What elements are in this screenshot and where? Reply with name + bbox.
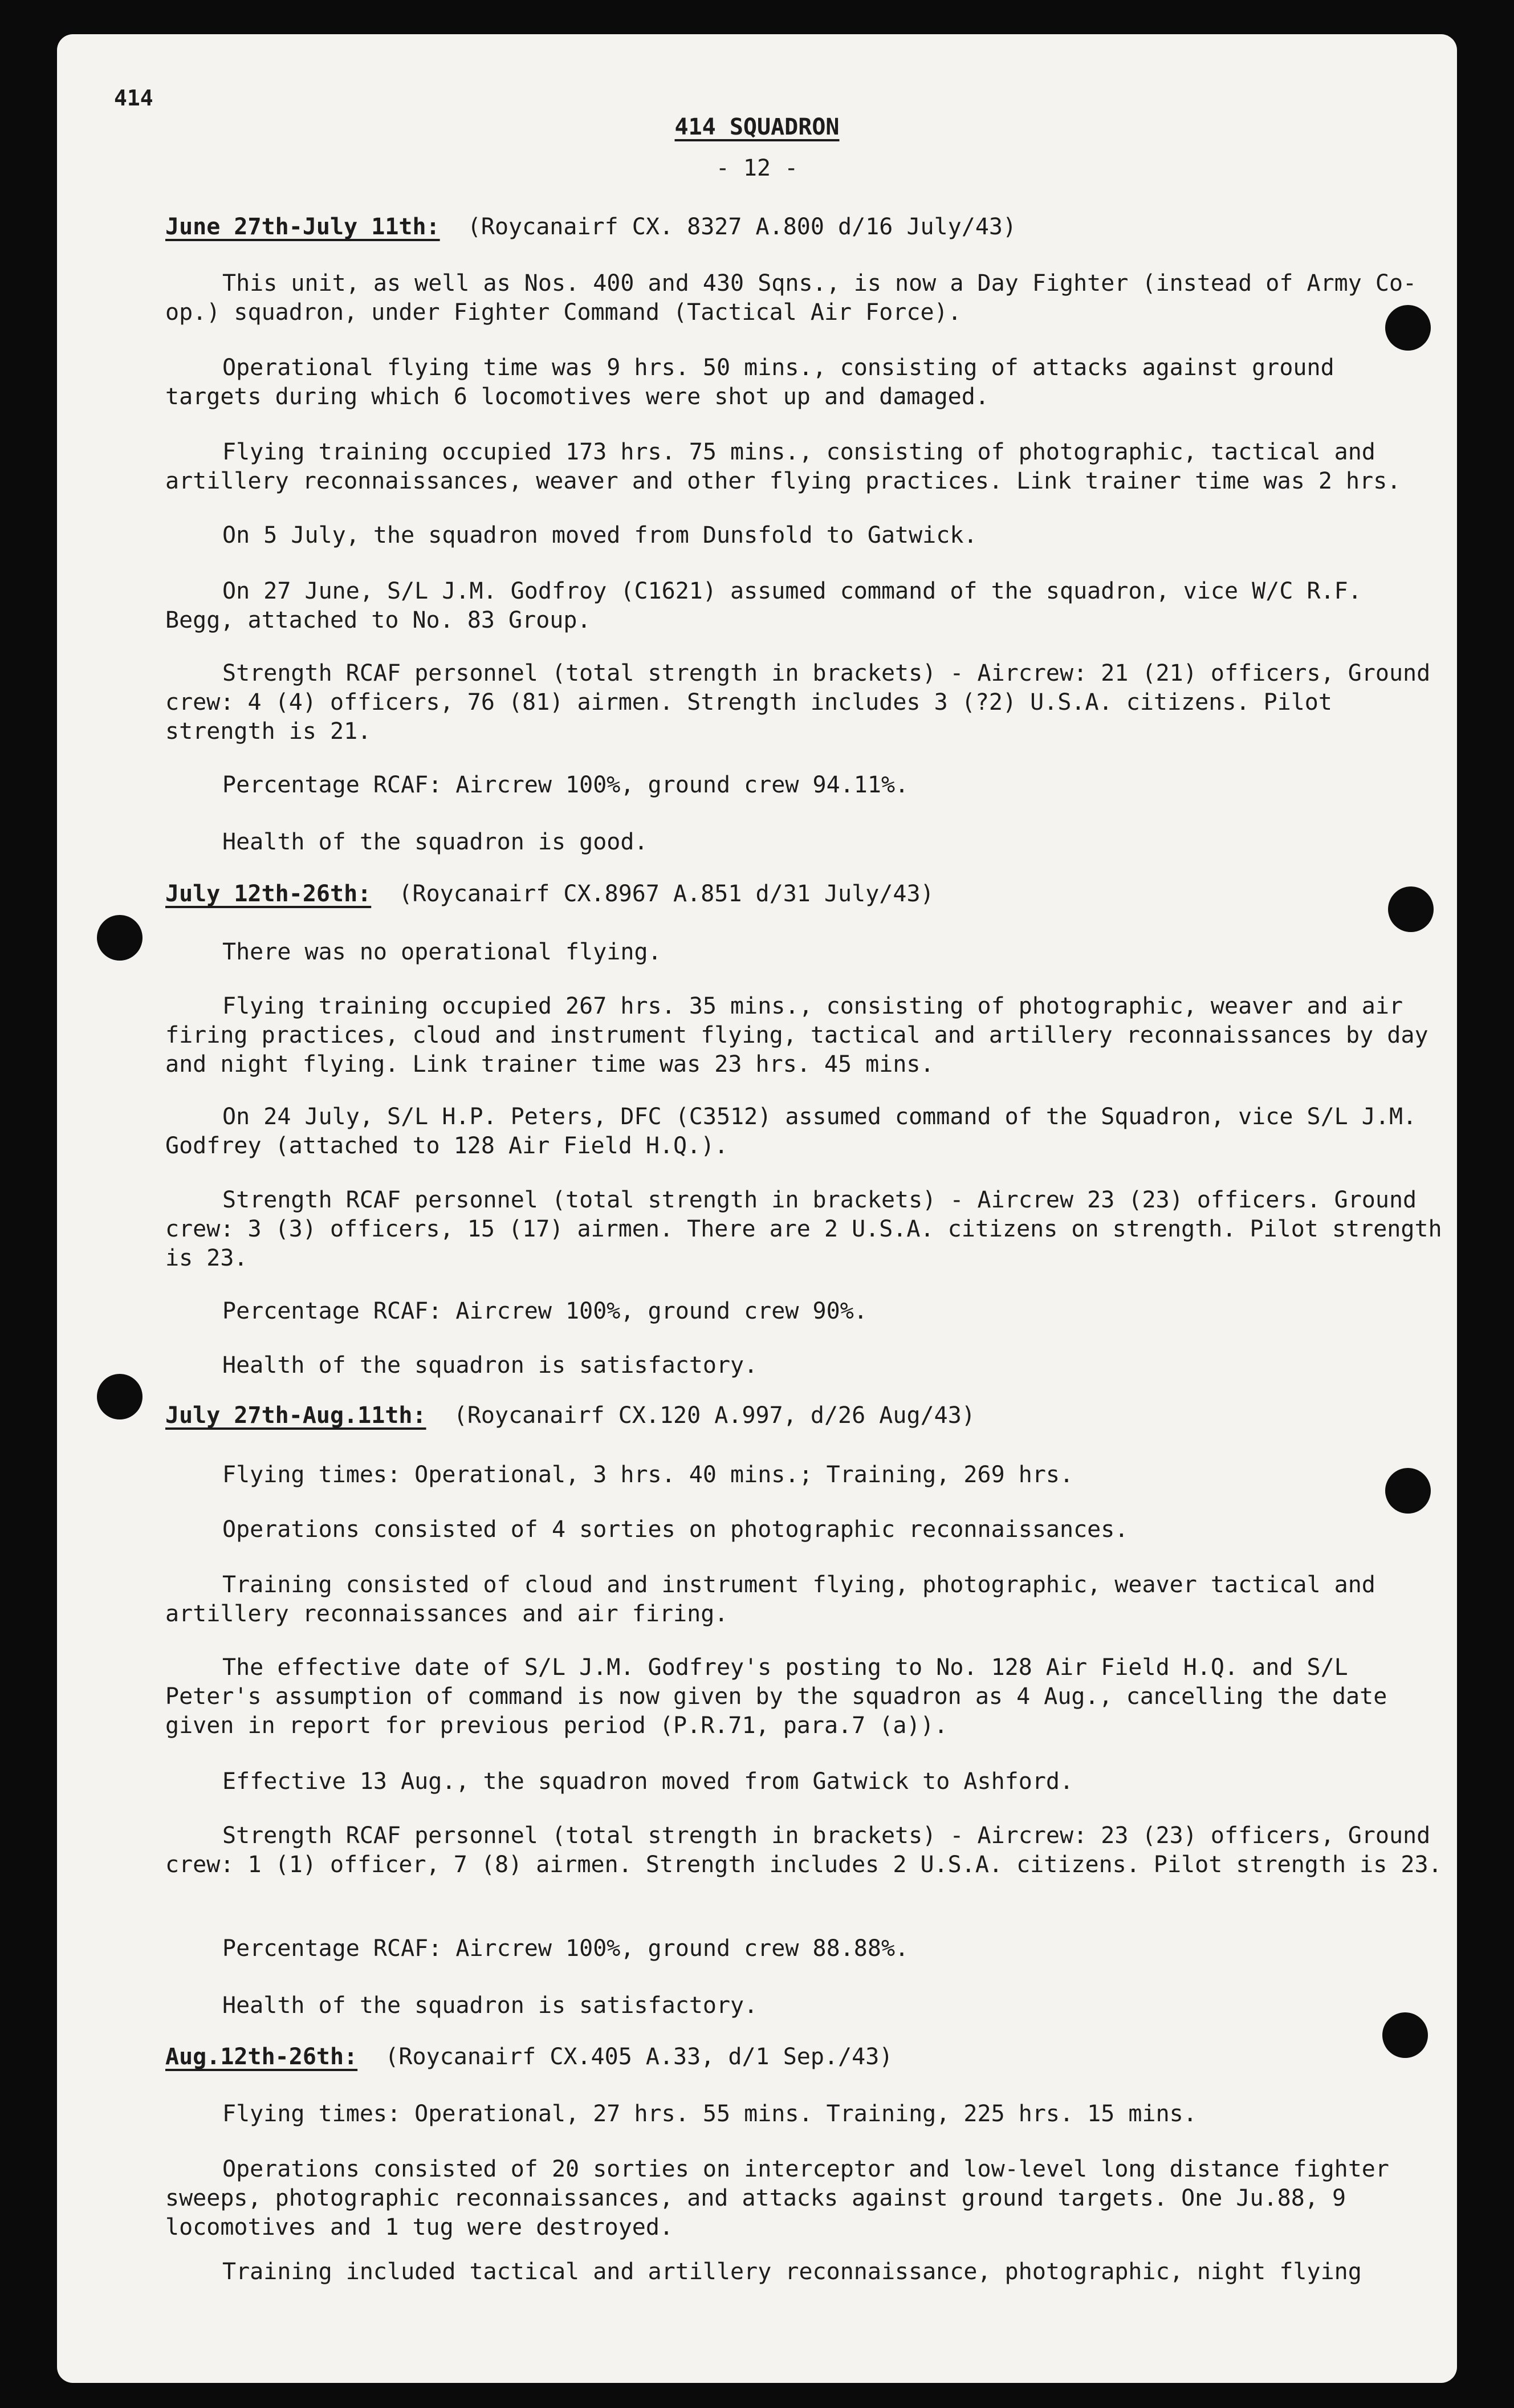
section-paragraph: Strength RCAF personnel (total strength in brackets) - Aircrew: 21 (21) officers, Ground crew: 4 (4) officers, 76 (81) airmen. Strength includes 3 (?2) U.S.A. citizens. Pilot strength is 21. xyxy=(165,660,1431,745)
section-paragraph: Effective 13 Aug., the squadron moved from Gatwick to Ashford. xyxy=(222,1768,1074,1795)
section-paragraph: Operational flying time was 9 hrs. 50 mins., consisting of attacks against ground targets during which 6 locomotives were shot up and damaged. xyxy=(165,355,1334,410)
section-paragraph: Operations consisted of 4 sorties on photographic reconnaissances. xyxy=(222,1516,1129,1543)
section-paragraph: The effective date of S/L J.M. Godfrey's posting to No. 128 Air Field H.Q. and S/L Peter's assumption of command is now given by the squadron as 4 Aug., cancelling the date given in report for previous period (P.R.71, para.7 (a)). xyxy=(165,1654,1387,1739)
section-reference: (Roycanairf CX.8967 A.851 d/31 July/43) xyxy=(398,881,934,907)
section-heading: Aug.12th-26th: xyxy=(165,2044,358,2070)
section-header xyxy=(165,1402,975,1429)
section-paragraph: Health of the squadron is good. xyxy=(222,829,648,855)
section-reference: (Roycanairf CX.120 A.997, d/26 Aug/43) xyxy=(453,1402,975,1429)
section-header xyxy=(165,881,934,907)
punch-hole xyxy=(97,1374,143,1419)
section-paragraph: On 24 July, S/L H.P. Peters, DFC (C3512) assumed command of the Squadron, vice S/L J.M. Godfrey (attached to 128 Air Field H.Q.). xyxy=(165,1104,1417,1159)
section-heading: June 27th-July 11th: xyxy=(165,214,440,240)
punch-hole xyxy=(97,915,143,961)
section-paragraph: Percentage RCAF: Aircrew 100%, ground crew 88.88%. xyxy=(222,1935,909,1962)
section-paragraph: Percentage RCAF: Aircrew 100%, ground crew 90%. xyxy=(222,1298,868,1324)
page-subtitle: - 12 - xyxy=(715,155,799,181)
section-paragraph: There was no operational flying. xyxy=(222,939,662,965)
section-paragraph: Training included tactical and artillery reconnaissance, photographic, night flying xyxy=(222,2259,1362,2285)
section-heading: July 27th-Aug.11th: xyxy=(165,1402,426,1429)
section-paragraph: Flying training occupied 173 hrs. 75 mins., consisting of photographic, tactical and artillery reconnaissances, weaver and other flying practices. Link trainer time was 2 hrs. xyxy=(165,439,1401,494)
section-paragraph: Health of the squadron is satisfactory. xyxy=(222,1992,758,2019)
punch-hole xyxy=(1388,886,1434,932)
section-paragraph: Flying times: Operational, 27 hrs. 55 mins. Training, 225 hrs. 15 mins. xyxy=(222,2101,1197,2127)
section-paragraph: Strength RCAF personnel (total strength in brackets) - Aircrew 23 (23) officers. Ground crew: 3 (3) officers, 15 (17) airmen. There are 2 U.S.A. citizens on strength. Pilot strength is 23. xyxy=(165,1187,1442,1271)
section-heading: July 12th-26th: xyxy=(165,881,372,907)
section-paragraph: Training consisted of cloud and instrument flying, photographic, weaver tactical and artillery reconnaissances and air firing. xyxy=(165,1572,1375,1627)
section-paragraph: On 5 July, the squadron moved from Dunsfold to Gatwick. xyxy=(222,522,978,548)
section-paragraph: Flying training occupied 267 hrs. 35 mins., consisting of photographic, weaver and air firing practices, cloud and instrument flying, tactical and artillery reconnaissances by day and night flying. Link trainer time was 23 hrs. 45 mins. xyxy=(165,993,1428,1077)
section-paragraph: Strength RCAF personnel (total strength in brackets) - Aircrew: 23 (23) officers, Ground crew: 1 (1) officer, 7 (8) airmen. Strength includes 2 U.S.A. citizens. Pilot strength is 23. xyxy=(165,1823,1442,1878)
section-reference: (Roycanairf CX. 8327 A.800 d/16 July/43) xyxy=(467,214,1017,240)
section-reference: (Roycanairf CX.405 A.33, d/1 Sep./43) xyxy=(385,2044,893,2070)
page-number: 414 xyxy=(114,86,153,111)
section-paragraph: On 27 June, S/L J.M. Godfroy (C1621) assumed command of the squadron, vice W/C R.F. Begg, attached to No. 83 Group. xyxy=(165,578,1362,633)
section-paragraph: Health of the squadron is satisfactory. xyxy=(222,1352,758,1378)
section-header xyxy=(165,214,1016,240)
section-paragraph: Operations consisted of 20 sorties on interceptor and low-level long distance fighter sweeps, photographic reconnaissances, and attacks against ground targets. One Ju.88, 9 locomotives and 1 tug were destroyed. xyxy=(165,2156,1389,2240)
section-paragraph: Percentage RCAF: Aircrew 100%, ground crew 94.11%. xyxy=(222,772,909,798)
section-paragraph: Flying times: Operational, 3 hrs. 40 mins.; Training, 269 hrs. xyxy=(222,1462,1074,1488)
section-header xyxy=(165,2044,893,2070)
section-paragraph: This unit, as well as Nos. 400 and 430 Sqns., is now a Day Fighter (instead of Army Co-op.) squadron, under Fighter Command (Tactical Air Force). xyxy=(165,270,1417,326)
page-title: 414 SQUADRON xyxy=(674,114,840,140)
